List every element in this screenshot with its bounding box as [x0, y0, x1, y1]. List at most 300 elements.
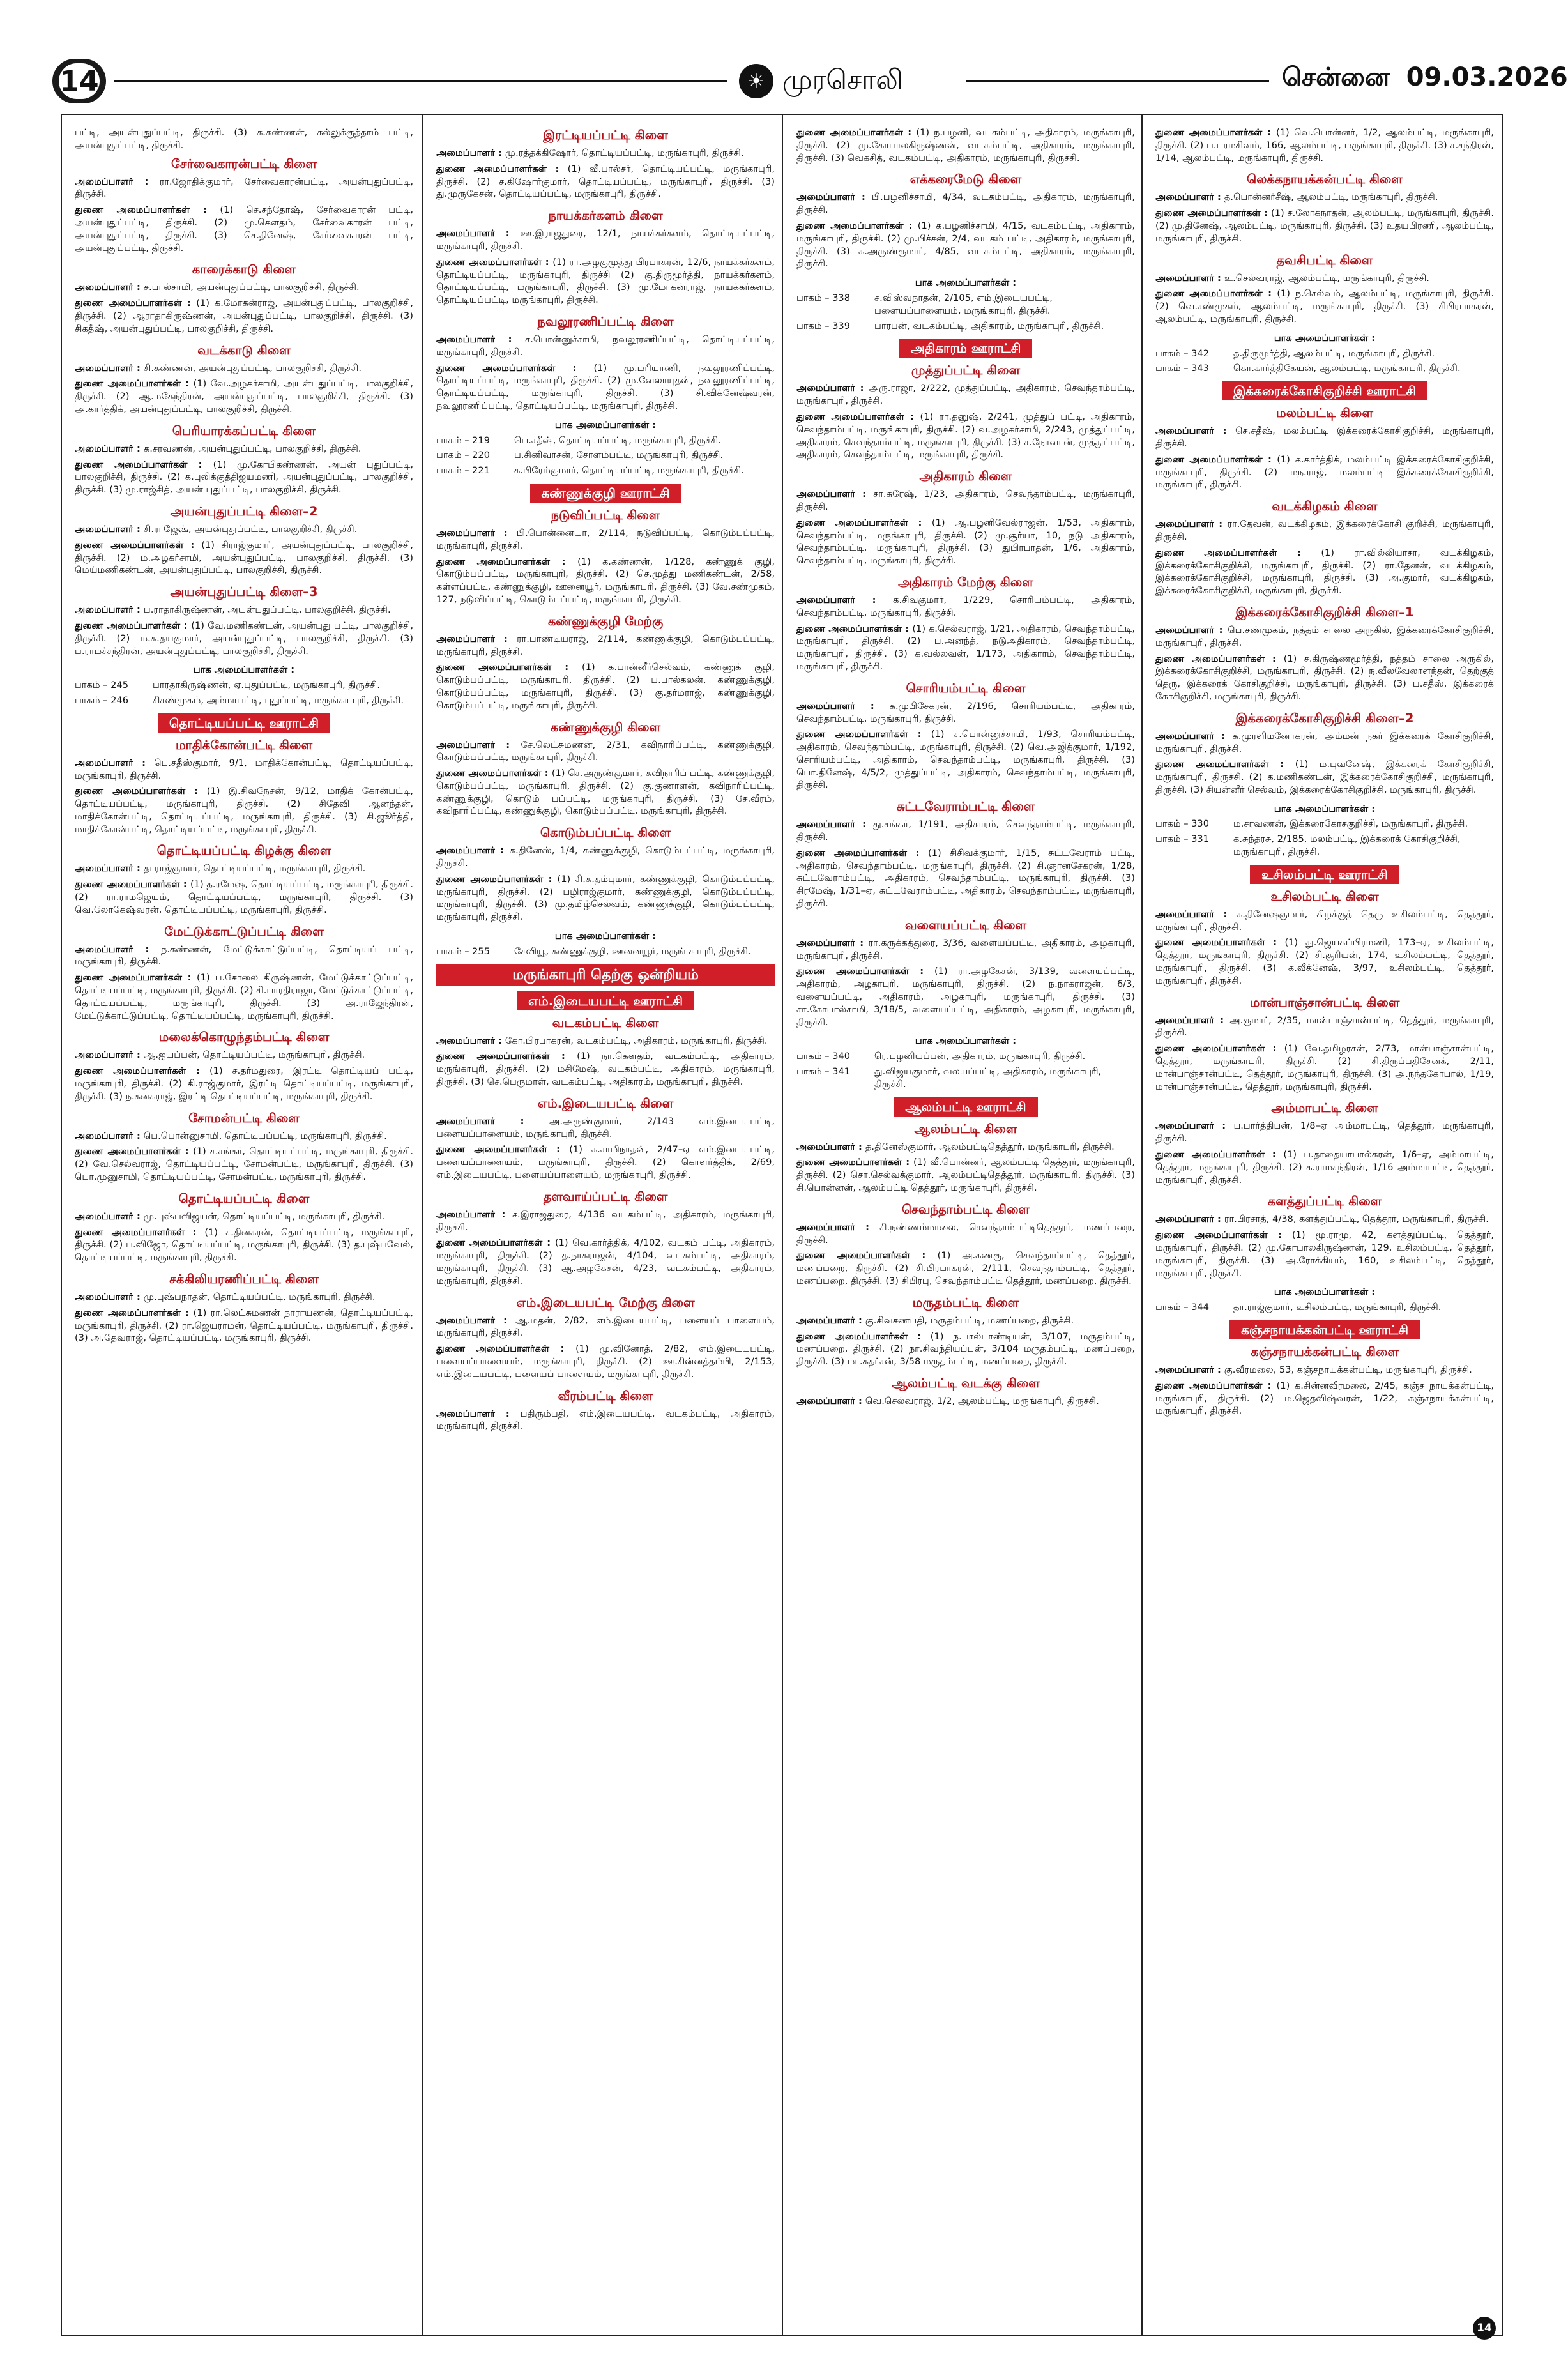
branch-section — [1155, 171, 1494, 245]
president-name: பெ.சண்முகம், நத்தம் சாலை அருகில், இக்கரைக்கோசிகுறிச்சி, மருங்காபுரி, திருச்சி. — [1155, 624, 1494, 648]
branch-title: நடுவிப்பட்டி கிளை — [551, 507, 660, 522]
branch-deputies — [1155, 1229, 1494, 1279]
branch-title: சுட்டவேராம்பட்டி கிளை — [896, 799, 1035, 814]
branch-section — [796, 1375, 1135, 1408]
president-label: அமைப்பாளர் : — [75, 362, 144, 374]
branch-title: ஆலம்பட்டி கிளை — [914, 1121, 1017, 1136]
branch-president — [796, 1221, 1135, 1247]
booth-row — [1155, 818, 1494, 830]
deputies-names: (1) ரா.வில்லியாசா, வடக்கிழகம், இக்கரைக்கோசிகுறிச்சி, மருங்காபுரி, திருச்சி. (2) ரா.தேனன், வடக்கிழகம், இக்கரைக்கோசிகுறிச்சி, மருங்காபுரி, திருச்சி. (3) அ.குமார், வடக்கிழகம், இக்கரைக்கோசிகுறிச்சி, மருங்காபுரி, திருச்சி. — [1155, 547, 1495, 597]
deputies-label: துணை அமைப்பாளர்கள் : — [1155, 453, 1277, 465]
president-label: அமைப்பாளர் : — [436, 333, 526, 345]
president-name: க.சரவணன், அயன்புதுப்பட்டி, பாலகுறிச்சி, திருச்சி. — [143, 443, 362, 454]
booth-agent: த.திருமூர்த்தி, ஆலம்பட்டி, மருங்காபுரி, திருச்சி. — [1233, 347, 1435, 359]
deputies-names: (1) ஆ.பழனிவேல்ராஜன், 1/53, அதிகாரம், செவந்தாம்பட்டி, மருங்காபுரி, திருச்சி. (2) மு.சூர்யா, 10, நடு அதிகாரம், செவந்தாம்பட்டி, மருங்காபுரி, திருச்சி. (3) துபிரபாதன், 1/6, அதிகாரம், செவந்தாம்பட்டி, மருங்காபுரி, திருச்சி. — [796, 517, 1135, 567]
booth-row — [796, 292, 1135, 317]
branch-president — [796, 1395, 1135, 1408]
branch-title: தவசிபட்டி கிளை — [1276, 252, 1373, 268]
president-label: அமைப்பாளர் : — [1155, 1014, 1230, 1026]
deputies-names: (1) ச.கிருஷ்ணமூர்த்தி, நத்தம் சாலை அருகில், இக்கரைக்கோசிகுறிச்சி, மருங்காபுரி, திருச்சி. (2) ந.வீலவேலாளந்தன், தெற்குத் தெரு, இக்கரைக் கோசிகுறிச்சி, மருங்காபுரி, திருச்சி. (3) ப.சதீஸ், இக்கரைக் கோசிகுறிச்சி, மருங்காபுரி, திருச்சி. — [1155, 653, 1495, 702]
deputies-names: (1) க.சின்னவீரமலை, 2/45, கஞ்ச நாயக்கன்பட்டி, மருங்காபுரி, திருச்சி. (2) ம.ஜெதவிஷ்வரன், 1/22, கஞ்சநாயக்கன்பட்டி, மருங்காபுரி, திருச்சி. — [1155, 1380, 1494, 1417]
branch-title: மான்பாஞ்சான்பட்டி கிளை — [1249, 995, 1400, 1010]
booth-agent: பாரபன், வடகம்பட்டி, அதிகாரம், மருங்காபுரி, திருச்சி. — [874, 320, 1104, 332]
president-name: பதிரும்பதி, எம்.இடையபட்டி, வடகம்பட்டி, அதிகாரம், மருங்காபுரி, திருச்சி. — [436, 1408, 775, 1432]
branch-deputies — [436, 163, 775, 201]
booth-number: பாகம் – 338 — [796, 292, 850, 303]
branch-deputies — [1155, 1042, 1494, 1093]
union-heading: மருங்காபுரி தெற்கு ஒன்றியம் — [436, 964, 775, 986]
branch-section — [75, 1109, 413, 1184]
branch-deputies — [796, 1156, 1135, 1194]
deputies-label: துணை அமைப்பாளர்கள் : — [436, 1051, 577, 1062]
branch-president — [436, 147, 775, 160]
brand — [739, 61, 903, 101]
booth-agent: பெ.சதீஷ், தொட்டியப்பட்டி, மருங்காபுரி, திருச்சி. — [514, 434, 721, 446]
president-name: ச.பால்சாமி, அயன்புதுப்பட்டி, பாலகுறிச்சி, திருச்சி. — [143, 282, 360, 293]
deputies-names: (1) ச.தினகரன், தொட்டியப்பட்டி, மருங்காபுரி, திருச்சி. (2) ப.விஜோ, தொட்டியப்பட்டி, மருங்காபுரி, திருச்சி. (3) த.புஷ்பவேல், தொட்டியப்பட்டி, மருங்காபுரி, திருச்சி. — [75, 1226, 414, 1263]
branch-title: லெக்கநாயக்கன்பட்டி கிளை — [1247, 172, 1403, 187]
branch-deputies — [75, 1145, 413, 1183]
deputies-label: துணை அமைப்பாளர்கள் : — [1155, 759, 1295, 770]
deputies-label: துணை அமைப்பாளர்கள் : — [75, 378, 194, 390]
president-label: அமைப்பாளர் : — [75, 757, 155, 768]
deputies-names: (1) சிசிவக்குமார், 1/15, சுட்டவேராம் பட்டி, அதிகாரம், செவந்தாம்பட்டி, மருங்காபுரி, திருச்சி. (2) சி.ஞானசேகரன், 1/28, சுட்டவேராம்பட்டி, அதிகாரம், செவந்தாம்பட்டி, மருங்காபுரி, திருச்சி. (3) சிரமேஷ், 1/31–ஏ, சுட்டவேராம்பட்டி, அதிகாரம், செவந்தாம்பட்டி, மருங்காபுரி, திருச்சி. — [796, 847, 1135, 910]
president-label: அமைப்பாளர் : — [1155, 1120, 1234, 1132]
branch-title: பெரியாரக்கப்பட்டி கிளை — [172, 423, 316, 438]
president-name: ஆ.மதன், 2/82, எம்.இடையபட்டி, பளையப் பாளையம், மருங்காபுரி, திருச்சி. — [436, 1315, 775, 1339]
booth-agents-heading: பாக அமைப்பாளர்கள் : — [554, 931, 657, 942]
booth-agent: சிசண்முகம், அம்மாபட்டி, புதுப்பட்டி, மருங்கா புரி, திருச்சி. — [153, 694, 404, 706]
panchayat-heading: எம்.இடையபட்டி ஊராட்சி — [517, 991, 694, 1010]
deputies-label: துணை அமைப்பாளர்கள் : — [75, 298, 197, 309]
branch-section — [1155, 604, 1494, 703]
deputies-names: (1) வெ.பொன்னர், 1/2, ஆலம்பட்டி, மருங்காபுரி, திருச்சி. (2) ப.பரமசிவம், 166, ஆலம்பட்டி, மருங்காபுரி, திருச்சி. (3) ச.சந்திரன், 1/14, ஆலம்பட்டி, மருங்காபுரி, திருச்சி. — [1155, 127, 1494, 164]
branch-deputies — [1155, 758, 1494, 796]
deputies-label: துணை அமைப்பாளர்கள் : — [75, 786, 207, 797]
president-label: அமைப்பாளர் : — [436, 1208, 512, 1220]
deputies-names: (1) வீ.பால்சர், தொட்டியப்பட்டி, மருங்காபுரி, திருச்சி. (2) ச.கிஷோர்குமார், தொட்டியப்பட்டி, மருங்காபுரி, திருச்சி. (3) து.முருகேசன், தொட்டியப்பட்டி, மருங்காபுரி, திருச்சி. — [436, 163, 775, 200]
president-label: அமைப்பாளர் : — [1155, 624, 1228, 636]
column-3 — [796, 126, 1135, 1414]
deputies-label: துணை அமைப்பாளர்கள் : — [1155, 547, 1321, 558]
branch-deputies — [75, 1065, 413, 1102]
president-label: அமைப்பாளர் : — [75, 604, 144, 616]
branch-deputies — [796, 965, 1135, 1028]
booth-number: பாகம் – 343 — [1155, 363, 1209, 374]
booth-row — [796, 1050, 1135, 1063]
branch-deputies — [1155, 1380, 1494, 1417]
deputies-label: துணை அமைப்பாளர்கள் : — [75, 1065, 210, 1077]
branch-president — [1155, 272, 1494, 285]
branch-deputies — [436, 1050, 775, 1088]
branch-president — [796, 1315, 1135, 1327]
branch-title: சோமன்பட்டி கிளை — [188, 1110, 300, 1125]
booth-number: பாகம் – 342 — [1155, 347, 1209, 359]
deputies-names: (1) த.ரமேஷ், தொட்டியப்பட்டி, மருங்காபுரி, திருச்சி. (2) ரா.ராமஜெயம், தொட்டியப்பட்டி, மருங்காபுரி, திருச்சி. (3) வெ.லோகேஷ்வரன், தொட்டியப்பட்டி, மருங்காபுரி, திருச்சி. — [75, 879, 413, 915]
president-name: அ.குமார், 2/35, மான்பாஞ்சான்பட்டி, தெத்தூர், மருங்காபுரி, திருச்சி. — [1155, 1014, 1494, 1039]
deputies-label: துணை அமைப்பாளர்கள் : — [436, 256, 553, 268]
branch-president — [796, 818, 1135, 844]
president-label: அமைப்பாளர் : — [796, 1141, 865, 1152]
branch-title: களத்துப்பட்டி கிளை — [1267, 1194, 1382, 1209]
branch-president — [796, 937, 1135, 963]
branch-president — [1155, 908, 1494, 934]
branch-president — [796, 382, 1135, 408]
president-name: ச.பொன்னுச்சாமி, நவலூரணிப்பட்டி, தொட்டியப்பட்டி, மருங்காபுரி, திருச்சி. — [436, 333, 775, 358]
deputies-names: (1) ச.லோகநாதன், ஆலம்பட்டி, மருங்காபுரி, திருச்சி. (2) மு.தினேஷ், ஆலம்பட்டி, மருங்காபுரி, திருச்சி. (3) உதயபிரணி, ஆலம்பட்டி, மருங்காபுரி, திருச்சி. — [1155, 208, 1495, 244]
branch-title: சொரியம்பட்டி கிளை — [906, 680, 1026, 696]
branch-title: வீரம்பட்டி கிளை — [558, 1388, 653, 1403]
branch-president — [436, 1115, 775, 1141]
branch-section — [796, 1294, 1135, 1368]
branch-section — [75, 583, 413, 657]
booth-agent: தா.ராஜ்குமார், உசிலம்பட்டி, மருங்காபுரி, திருச்சி. — [1233, 1302, 1442, 1313]
president-label: அமைப்பாளர் : — [1155, 519, 1228, 530]
branch-title: அதிகாரம் மேற்கு கிளை — [898, 574, 1033, 590]
branch-president — [75, 1049, 413, 1062]
president-name: ஆ.ஐயப்பன், தொட்டியப்பட்டி, மருங்காபுரி, திருச்சி. — [143, 1049, 365, 1061]
branch-president — [1155, 1120, 1494, 1145]
deputies-names: (1) மு.மரியாணி, நவலூரணிப்பட்டி, தொட்டியப்பட்டி, மருங்காபுரி, திருச்சி. (2) மு.வேலாயுதன், நவலூரணிப்பட்டி, தொட்டியப்பட்டி, மருங்காபுரி, திருச்சி. (3) சி.விக்னேஷ்வரன், நவலூரணிப்பட்டி, தொட்டியப்பட்டி, மருங்காபுரி, திருச்சி. — [436, 362, 775, 411]
president-name: கு.சிவசணபதி, மருதம்பட்டி, மணப்பறை, திருச்சி. — [865, 1315, 1074, 1326]
branch-title: அயன்புதுப்பட்டி கிளை–3 — [170, 584, 318, 600]
deputies-label: துணை அமைப்பாளர்கள் : — [1155, 1043, 1284, 1055]
president-name: ரா.பிரசாத், 4/38, களத்துப்பட்டி, தெத்தூர், மருங்காபுரி, திருச்சி. — [1224, 1214, 1489, 1225]
branch-deputies — [1155, 653, 1494, 703]
president-label: அமைப்பாளர் : — [436, 845, 510, 857]
booth-row — [436, 464, 775, 477]
booth-row — [796, 320, 1135, 333]
rising-sun-logo-icon: ☀ — [739, 64, 773, 98]
branch-title: காரைக்காடு கிளை — [192, 262, 296, 277]
branch-section — [796, 798, 1135, 910]
deputies-label: துணை அமைப்பாளர்கள் : — [1155, 208, 1272, 219]
president-label: அமைப்பாளர் : — [796, 937, 869, 949]
president-name: தாராஜ்குமார், தொட்டியப்பட்டி, மருங்காபுரி, திருச்சி. — [143, 863, 366, 874]
branch-deputies — [75, 1307, 413, 1345]
booth-number: பாகம் – 245 — [75, 680, 128, 691]
branch-section — [436, 1095, 775, 1182]
deputies-label: துணை அமைப்பாளர்கள் : — [1155, 937, 1285, 949]
branch-title: தொட்டியப்பட்டி கிளை — [178, 1191, 310, 1206]
deputies-names: (1) ரா.அழகேசன், 3/139, வளையப்பட்டி, அதிகாரம், அழகாபுரி, மருங்காபுரி, திருச்சி. (2) ந.நாகராஜன், 6/3, வளையப்பட்டி, அதிகாரம், அழகாபுரி, மருங்காபுரி, திருச்சி. (3) சா.கோபால்சாமி, 3/18/5, வளையப்பட்டி, அதிகாரம், அழகாபுரி, மருங்காபுரி, திருச்சி. — [796, 966, 1135, 1028]
deputies-names: (1) க.பான்னீர்செல்வம், கண்ணுக் குழி, கொடும்பப்பட்டி, மருங்காபுரி, திருச்சி. (2) ப.பால்கலன், கண்ணுக்குழி, கொடும்பப்பட்டி, மருங்காபுரி, திருச்சி. (3) கு.தர்மராஜ், கண்ணுக்குழி, கொடும்பப்பட்டி, மருங்காபுரி, திருச்சி. — [436, 662, 775, 711]
president-label: அமைப்பாளர் : — [75, 282, 144, 293]
booth-number: பாகம் – 330 — [1155, 818, 1209, 830]
branch-deputies — [436, 661, 775, 712]
branch-president — [436, 1315, 775, 1340]
president-name: ரா.கருக்கத்துரை, 3/36, வளையப்பட்டி, அதிகாரம், அழகாபுரி, மருங்காபுரி, திருச்சி. — [796, 937, 1135, 961]
president-label: அமைப்பாளர் : — [796, 819, 874, 830]
deputies-label: துணை அமைப்பாளர்கள் : — [75, 1226, 205, 1238]
deputies-label: துணை அமைப்பாளர்கள் : — [436, 1144, 570, 1155]
branch-section — [436, 207, 775, 307]
branch-section — [75, 1190, 413, 1264]
deputies-label: துணை அமைப்பாளர்கள் : — [436, 362, 594, 374]
branch-president — [436, 227, 775, 253]
branch-president — [436, 527, 775, 553]
branch-deputies — [436, 767, 775, 818]
deputies-names: (1) செ.அருண்குமார், கவிநாரிப் பட்டி, கண்ணுக்குழி, கொடும்பப்பட்டி, மருங்காபுரி, திருச்சி. (2) கு.குணாளன், கவிநாரிப்பட்டி, கண்ணுக்குழி, கொடும் பப்பட்டி, மருங்காபுரி, திருச்சி. (3) சே.வீரம், கவிநாரிப்பட்டி, கண்ணுக்குழி, கொடும்பப்பட்டி, மருங்காபுரி, திருச்சி. — [436, 768, 775, 817]
branch-section — [1155, 994, 1494, 1094]
president-label: அமைப்பாளர் : — [1155, 908, 1237, 920]
booth-row — [1155, 347, 1494, 360]
deputies-names: (1) ந.பழனி, வடகம்பட்டி, அதிகாரம், மருங்காபுரி, திருச்சி. (2) மு.கோபாலகிருஷ்ணன், வடகம்பட்டி, அதிகாரம், மருங்காபுரி, திருச்சி. (3) வெகசித், வடகம்பட்டி, அதிகாரம், மருங்காபுரி, திருச்சி. — [796, 127, 1135, 164]
branch-deputies — [75, 377, 413, 415]
deputies-names: (1) மூ.ராமு, 42, களத்துப்பட்டி, தெத்தூர், மருங்காபுரி, திருச்சி. (2) மு.கோபாலகிருஷ்ணன், 129, உசிலம்பட்டி, தெத்தூர், மருங்காபுரி, திருச்சி. (3) அ.ரோக்கியம், 160, உசிலம்பட்டி, தெத்தூர், மருங்காபுரி, திருச்சி. — [1155, 1230, 1494, 1279]
branch-president — [796, 488, 1135, 514]
booth-agent: பாரதாகிருஷ்ணன், ஏ.புதுப்பட்டி, மருங்காபுரி, திருச்சி. — [153, 680, 380, 691]
deputies-label: துணை அமைப்பாளர்கள் : — [436, 662, 582, 673]
booth-number: பாகம் – 341 — [796, 1066, 850, 1078]
deputies-names: (1) ப.சோலை கிருஷ்ணன், மேட்டுக்காட்டுப்பட்டி, தொட்டியப்பட்டி, மருங்காபுரி, திருச்சி. (2) சி.பாரதிராஜா, மேட்டுக்காட்டுப்பட்டி, தொட்டியப்பட்டி, மருங்காபுரி, திருச்சி. (3) அ.ராஜேந்திரன், மேட்டுக்காட்டுப்பட்டி, தொட்டியப்பட்டி, மருங்காபுரி, திருச்சி. — [75, 972, 413, 1021]
panchayat-heading: தொட்டியப்பட்டி ஊராட்சி — [158, 713, 330, 733]
branch-section — [796, 468, 1135, 567]
edition-line — [1282, 63, 1568, 95]
president-label: அமைப்பாளர் : — [1155, 425, 1236, 437]
column-1 — [75, 126, 413, 1351]
deputies-names: (1) மு.கோபிகண்ணன், அயன் புதுப்பட்டி, பாலகுறிச்சி, திருச்சி. (2) க.புலிக்குத்திஜயமணி, அயன்புதுப்பட்டி, பாலகுறிச்சி, திருச்சி. (3) மு.ராஜ்சித், அயன் புதுப்பட்டி, பாலகுறிச்சி, திருச்சி. — [75, 459, 413, 496]
president-name: உ.செல்வராஜ், ஆலம்பட்டி, மருங்காபுரி, திருச்சி. — [1224, 272, 1429, 284]
deputies-names: (1) ரா.லெட்சுமணன் நாராயணன், தொட்டியப்பட்டி, மருங்காபுரி, திருச்சி. (2) ரா.ஜெயராமன், தொட்டியப்பட்டி, மருங்காபுரி, திருச்சி. (3) அ.தேவராஜ், தொட்டியப்பட்டி, மருங்காபுரி, திருச்சி. — [75, 1307, 413, 1344]
branch-president — [75, 1291, 413, 1304]
branch-section — [75, 503, 413, 577]
branch-deputies — [1155, 207, 1494, 245]
branch-section — [796, 171, 1135, 270]
president-name: சி.ராஜேஷ், அயன்புதுப்பட்டி, பாலகுறிச்சி, திருச்சி. — [143, 523, 358, 535]
president-label: அமைப்பாளர் : — [436, 1115, 550, 1127]
branch-section — [796, 362, 1135, 461]
branch-president — [1155, 191, 1494, 204]
branch-section — [75, 422, 413, 496]
branch-president — [75, 281, 413, 294]
booth-agent: ம.சரவணன், இக்கரைகோசகுறிச்சி, மருங்காபுரி, திருச்சி. — [1233, 818, 1468, 830]
branch-section — [436, 1387, 775, 1433]
deputies-names: (1) வீ.பொன்னர், ஆலம்பட்டி தெத்தூர், மருங்காபுரி, திருச்சி. (2) சொ.செல்வக்குமார், ஆலம்பட்டிதெத்தூர், மருங்காபுரி, திருச்சி. (3) சி.பொன்னன், ஆலம்பட்டி தெத்தூர், மருங்காபுரி, திருச்சி. — [796, 1157, 1135, 1194]
president-label: அமைப்பாளர் : — [436, 633, 517, 644]
deputies-names: (1) ந.செல்வம், ஆலம்பட்டி, மருங்காபுரி, திருச்சி. (2) வெ.சண்முகம், ஆலம்பட்டி, மருங்காபுரி, திருச்சி. (3) சிபிரபாகரன், ஆலம்பட்டி, மருங்காபுரி, திருச்சி. — [1155, 288, 1494, 324]
branch-deputies — [1155, 126, 1494, 164]
president-name: கோ.பிரபாகரன், வடகம்பட்டி, அதிகாரம், மருங்காபுரி, திருச்சி. — [505, 1035, 768, 1046]
branch-section — [436, 1188, 775, 1288]
branch-section — [75, 736, 413, 836]
president-label: அமைப்பாளர் : — [75, 1292, 144, 1303]
branch-title: செவந்தாம்பட்டி கிளை — [901, 1201, 1030, 1217]
branch-title: வடக்காடு கிளை — [197, 342, 291, 358]
branch-section — [796, 1201, 1135, 1288]
branch-section — [1155, 404, 1494, 491]
deputies-label: துணை அமைப்பாளர்கள் : — [75, 620, 192, 631]
president-name: பெ.சதீஸ்குமார், 9/1, மாதிக்கோன்பட்டி, தொட்டியப்பட்டி, மருங்காபுரி, திருச்சி. — [75, 757, 413, 781]
branch-section — [75, 261, 413, 335]
panchayat-heading: இக்கரைக்கோசிகுறிச்சி ஊராட்சி — [1222, 381, 1427, 400]
page-number-badge — [52, 59, 106, 103]
booth-agents-heading: பாக அமைப்பாளர்கள் : — [193, 664, 295, 676]
president-name: கு.வீரமலை, 53, கஞ்சநாயக்கன்பட்டி, மருங்காபுரி, திருச்சி. — [1224, 1364, 1472, 1375]
branch-president — [436, 1408, 775, 1433]
branch-section — [796, 680, 1135, 792]
deputies-names: (1) செ.சந்தோஷ், சேர்வைகாரன் பட்டி, அயன்புதுப்பட்டி, திருச்சி. (2) மு.கௌதம், சேர்வைகாரன் பட்டி, அயன்புதுப்பட்டி, திருச்சி. (3) செ.தினேஷ், சேர்வைகாரன் பட்டி, அயன்புதுப்பட்டி, திருச்சி. — [75, 204, 414, 254]
branch-section — [75, 842, 413, 916]
president-name: ப.பார்த்திபன், 1/8–ஏ அம்மாபட்டி, தெத்தூர், மருங்காபுரி, திருச்சி. — [1155, 1120, 1494, 1145]
president-name: க.சிவகுமார், 1/229, சொரியம்பட்டி, அதிகாரம், செவந்தாம்பட்டி, மருங்காபுரி, திருச்சி. — [796, 594, 1135, 618]
deputies-label: துணை அமைப்பாளர்கள் : — [436, 163, 568, 174]
branch-president — [75, 943, 413, 969]
branch-deputies — [796, 126, 1135, 164]
branch-section — [436, 126, 775, 201]
branch-deputies — [796, 1330, 1135, 1368]
branch-president — [1155, 1213, 1494, 1226]
deputies-label: துணை அமைப்பாளர்கள் : — [1155, 127, 1276, 138]
branch-title: மலம்பட்டி கிளை — [1276, 406, 1373, 421]
booth-row — [796, 1065, 1135, 1091]
deputies-names: (1) ப.தாதையாபால்கரன், 1/6–ஏ, அம்மாபட்டி, தெத்தூர், மருங்காபுரி, திருச்சி. (2) க.ராமசந்திரன், 1/16 அம்மாபட்டி, தெத்தூர், மருங்காபுரி, திருச்சி. — [1155, 1149, 1494, 1185]
branch-deputies — [796, 623, 1135, 673]
president-label: அமைப்பாளர் : — [436, 1035, 505, 1046]
page-number: 14 — [59, 63, 100, 99]
deputies-label: துணை அமைப்பாளர்கள் : — [436, 768, 552, 779]
deputies-label: துணை அமைப்பாளர்கள் : — [796, 729, 931, 740]
deputies-label: துணை அமைப்பாளர்கள் : — [1155, 1230, 1292, 1241]
deputies-label: துணை அமைப்பாளர்கள் : — [1155, 653, 1284, 664]
branch-president — [75, 443, 413, 455]
booth-number: பாகம் – 331 — [1155, 834, 1209, 845]
deputies-label: துணை அமைப்பாளர்கள் : — [436, 1343, 576, 1355]
branch-section — [796, 1120, 1135, 1194]
branch-title: கண்ணுக்குழி மேற்கு — [547, 613, 664, 629]
president-label: அமைப்பாளர் : — [75, 443, 144, 454]
branch-president — [75, 862, 413, 875]
panchayat-heading: கண்ணுக்குழி ஊராட்சி — [530, 484, 681, 503]
booth-agents-heading: பாக அமைப்பாளர்கள் : — [915, 277, 1017, 289]
booth-row — [1155, 1301, 1494, 1314]
branch-president — [436, 633, 775, 659]
booth-agents-heading: பாக அமைப்பாளர்கள் : — [1274, 332, 1376, 344]
branch-section — [436, 507, 775, 606]
branch-deputies — [1155, 936, 1494, 987]
deputies-label: துணை அமைப்பாளர்கள் : — [436, 1237, 555, 1249]
branch-title: இக்கரைக்கோசிகுறிச்சி கிளை–1 — [1235, 604, 1414, 620]
branch-deputies — [1155, 547, 1494, 597]
branch-title: இக்கரைக்கோசிகுறிச்சி கிளை–2 — [1235, 710, 1414, 726]
branch-president — [1155, 624, 1494, 650]
president-label: அமைப்பாளர் : — [796, 700, 890, 712]
president-name: க.முபிசேகரன், 2/196, சொரியம்பட்டி, அதிகாரம், செவந்தாம்பட்டி, மருங்காபுரி, திருச்சி. — [796, 700, 1135, 724]
footer-page-number: 14 — [1473, 2317, 1496, 2340]
president-label: அமைப்பாளர் : — [796, 383, 869, 394]
president-name: ரா.தேவன், வடக்கிழகம், இக்கரைக்கோசி குறிச்சி, மருங்காபுரி, திருச்சி. — [1155, 519, 1494, 542]
president-label: அமைப்பாளர் : — [75, 1130, 144, 1141]
column-4 — [1155, 126, 1494, 1424]
president-label: அமைப்பாளர் : — [796, 1221, 880, 1233]
branch-section — [1155, 1193, 1494, 1279]
branch-president — [796, 1141, 1135, 1154]
president-name: பெ.பொன்னுசாமி, தொட்டியப்பட்டி, மருங்காபுரி, திருச்சி. — [143, 1130, 387, 1141]
panchayat-heading: ஆலம்பட்டி ஊராட்சி — [894, 1097, 1037, 1117]
branch-section — [1155, 126, 1494, 164]
branch-title: ஆலம்பட்டி வடக்கு கிளை — [892, 1375, 1040, 1391]
booth-agents-heading: பாக அமைப்பாளர்கள் : — [1274, 1286, 1376, 1298]
branch-section — [1155, 710, 1494, 796]
president-label: அமைப்பாளர் : — [436, 527, 517, 538]
booth-number: பாகம் – 255 — [436, 945, 490, 957]
deputies-names: (1) அ.கணகு, செவந்தாம்பட்டி, தெத்தூர், மணப்பறை, திருச்சி. (2) சி.பிரபாகரன், 2/111, செவந்தாம்பட்டி, தெத்தூர், மணப்பறை, திருச்சி. (3) சிபிரபு, செவந்தாம்பட்டி தெத்தூர், மணப்பறை, திருச்சி. — [796, 1250, 1135, 1286]
branch-deputies — [75, 297, 413, 335]
president-label: அமைப்பாளர் : — [1155, 1364, 1224, 1375]
deputies-names: (1) வே.தமிழரசன், 2/73, மான்பாஞ்சான்பட்டி, தெத்தூர், மருங்காபுரி, திருச்சி. (2) சி.திருப்பதிசேனக், 2/11, மான்பாஞ்சான்பட்டி, தெத்தூர், மருங்காபுரி, திருச்சி. (3) அ.நந்தகோபால், 1/19, மான்பாஞ்சான்பட்டி, தெத்தூர், மருங்காபுரி, திருச்சி. — [1155, 1043, 1495, 1092]
deputies-label: துணை அமைப்பாளர்கள் : — [796, 1157, 914, 1168]
branch-president — [436, 1035, 775, 1048]
branch-section — [75, 1270, 413, 1345]
panchayat-heading: அதிகாரம் ஊராட்சி — [899, 339, 1033, 358]
president-label: அமைப்பாளர் : — [75, 176, 160, 187]
president-name: சே.லெட்சுமணன், 2/31, கவிநாரிப்பட்டி, கண்ணுக்குழி, கொடும்பப்பட்டி, மருங்காபுரி, திருச்சி. — [436, 739, 775, 763]
president-name: சி.நண்ணம்மாலை, செவந்தாம்பட்டிதெத்தூர், மணப்பறை, திருச்சி. — [796, 1221, 1135, 1246]
booth-agents-block — [436, 930, 775, 958]
booth-agent: து.விஜயகுமார், வலயப்பட்டி, அதிகாரம், மருங்காபுரி, திருச்சி. — [874, 1066, 1102, 1090]
branch-deputies — [75, 620, 413, 657]
branch-section — [796, 574, 1135, 673]
president-name: க.தினேஷ்குமார், கிழக்குத் தெரு உசிலம்பட்டி, தெத்தூர், மருங்காபுரி, திருச்சி. — [1155, 908, 1494, 933]
deputies-label: துணை அமைப்பாளர்கள் : — [1155, 288, 1277, 300]
booth-row — [436, 945, 775, 958]
branch-section — [1155, 1343, 1494, 1417]
president-name: ஊ.இராஜதுரை, 12/1, நாயக்கர்களம், தொட்டியப்பட்டி, மருங்காபுரி, திருச்சி. — [436, 228, 775, 252]
booth-agents-heading: பாக அமைப்பாளர்கள் : — [1274, 803, 1376, 814]
president-name: மு.ரத்தக்கிஷோர், தொட்டியப்பட்டி, மருங்காபுரி, திருச்சி. — [505, 148, 744, 158]
booth-agents-block — [436, 419, 775, 477]
edition-city: சென்னை — [1282, 63, 1390, 92]
booth-agents-block — [1155, 803, 1494, 858]
deputies-names: (1) ரா.தனுஷ், 2/241, முத்துப் பட்டி, அதிகாரம், செவந்தாம்பட்டி, மருங்காபுரி, திருச்சி. (2) வ.அழகர்சாமி, 2/243, முத்துப்பட்டி, அதிகாரம், செவந்தாம்பட்டி, மருங்காபுரி, திருச்சி. (3) ச.நோவான், முத்துப்பட்டி, அதிகாரம், செவந்தாம்பட்டி, மருங்காபுரி, திருச்சி. — [796, 411, 1135, 461]
booth-row — [1155, 362, 1494, 375]
branch-deputies — [436, 1343, 775, 1380]
masthead-rule-right — [966, 80, 1269, 82]
branch-title: தொட்டியப்பட்டி கிழக்கு கிளை — [156, 843, 331, 858]
branch-section — [796, 126, 1135, 164]
branch-deputies — [796, 728, 1135, 791]
president-label: அமைப்பாளர் : — [796, 192, 872, 203]
branch-president — [75, 362, 413, 375]
president-label: அமைப்பாளர் : — [436, 1315, 516, 1326]
deputies-names: (1) க.செல்வராஜ், 1/21, அதிகாரம், செவந்தாம்பட்டி, மருங்காபுரி, திருச்சி. (2) ப.அனந்த், நடுஅதிகாரம், செவந்தாம்பட்டி, மருங்காபுரி, திருச்சி. (3) க.வல்லவன், 1/173, அதிகாரம், செவந்தாம்பட்டி, மருங்காபுரி, திருச்சி. — [796, 623, 1135, 672]
branch-deputies — [436, 256, 775, 307]
deputies-label: துணை அமைப்பாளர்கள் : — [796, 847, 928, 858]
branch-president — [796, 191, 1135, 217]
president-name: பி.பழனிச்சாமி, 4/34, வடகம்பட்டி, அதிகாரம், மருங்காபுரி, திருச்சி. — [796, 192, 1135, 216]
deputies-names: (1) ச.பொன்னுச்சாமி, 1/93, சொரியம்பட்டி, அதிகாரம், செவந்தாம்பட்டி, மருங்காபுரி, திருச்சி. (2) வெ.அஜித்குமார், 1/192, சொரியம்பட்டி, அதிகாரம், செவந்தாம்பட்டி, மருங்காபுரி, திருச்சி. (3) பொ.தினேஷ், 4/5/2, முத்துப்பட்டி, அதிகாரம், செவந்தாம்பட்டி, மருங்காபுரி, திருச்சி. — [796, 729, 1135, 791]
branch-deputies — [1155, 1148, 1494, 1186]
booth-agents-block — [796, 1035, 1135, 1090]
deputies-label: துணை அமைப்பாளர்கள் : — [75, 972, 197, 984]
booth-agent: க.சுந்தரசு, 2/185, மலம்பட்டி, இக்கரைக் கோசிகுறிச்சி, மருங்காபுரி, திருச்சி. — [1233, 834, 1461, 858]
branch-president — [796, 594, 1135, 620]
branch-title: தளவாய்ப்பட்டி கிளை — [543, 1189, 668, 1204]
branch-title: அம்மாபட்டி கிளை — [1271, 1101, 1378, 1116]
president-label: அமைப்பாளர் : — [796, 594, 894, 606]
deputies-label: துணை அமைப்பாளர்கள் : — [796, 623, 913, 634]
president-name: மு.புஷ்பவிஜயன், தொட்டியப்பட்டி, மருங்காபுரி, திருச்சி. — [143, 1210, 385, 1222]
branch-deputies — [436, 556, 775, 606]
branch-president — [75, 176, 413, 201]
deputies-names: (1) க.கண்ணன், 1/128, கண்ணுக் குழி, கொடும்பப்பட்டி, மருங்காபுரி, திருச்சி. (2) செ.முத்து மணிகண்டன், 2/58, கள்ளப்பட்டி, கண்ணுக்குழி, ஊனையூர், மருங்காபுரி, திருச்சி. (3) வே.சண்முகம், 127, நடுவிப்பட்டி, கொடும்பப்பட்டி, மருங்காபுரி, திருச்சி. — [436, 556, 775, 605]
branch-deputies — [75, 204, 413, 254]
brand-name: முரசொலி — [782, 63, 903, 95]
president-label: அமைப்பாளர் : — [436, 228, 521, 240]
branch-president — [796, 700, 1135, 726]
deputies-names: (1) து.ஜெயசுப்பிரமணி, 173–ஏ, உசிலம்பட்டி, தெத்தூர், மருங்காபுரி, திருச்சி. (2) சி.சூரியன், 174, உசிலம்பட்டி, தெத்தூர், மருங்காபுரி, திருச்சி. (3) க.வீக்னேஷ், 3/97, உசிலம்பட்டி, தெத்தூர், மருங்காபுரி, திருச்சி. — [1155, 937, 1494, 986]
branch-deputies — [1155, 287, 1494, 325]
